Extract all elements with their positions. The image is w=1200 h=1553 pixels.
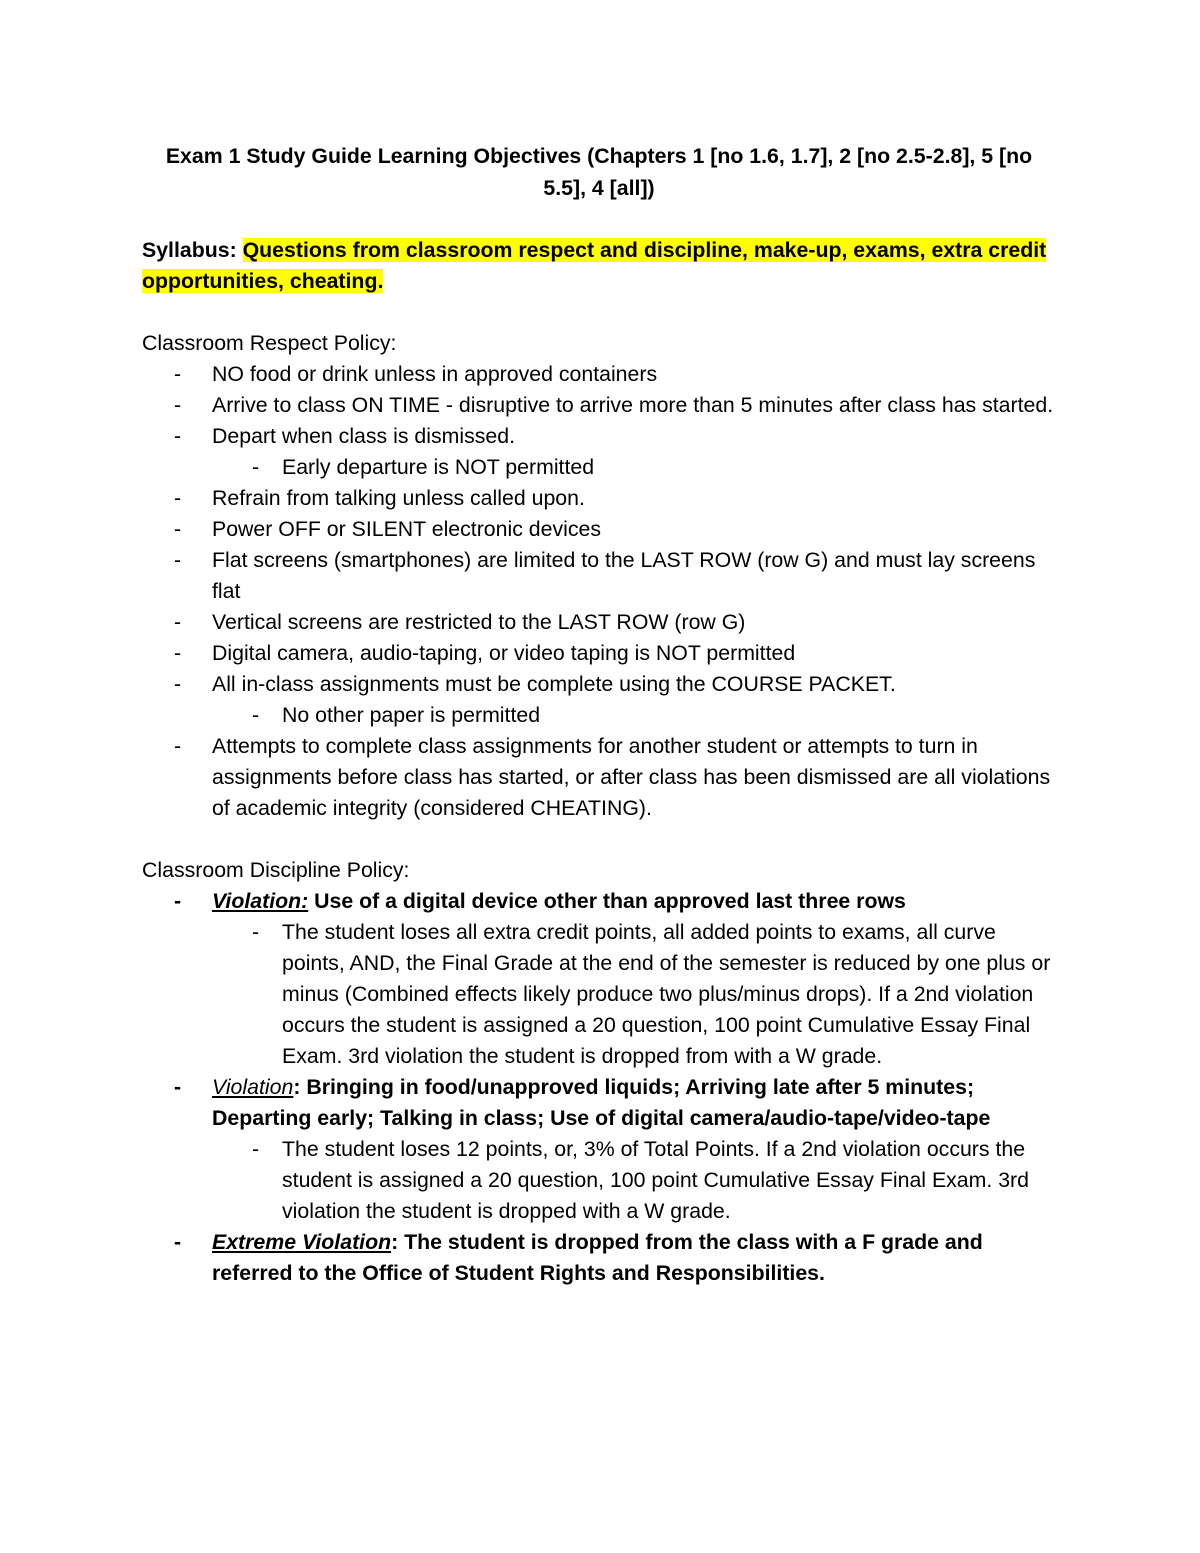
- dash-bullet: -: [174, 610, 182, 634]
- sub-list-item: - No other paper is permitted: [212, 700, 1060, 731]
- page-title: Exam 1 Study Guide Learning Objectives (Chapters 1 [no 1.6, 1.7], 2 [no 2.5-2.8], 5 [no 5.5], 4 [all]): [165, 144, 1033, 200]
- violation-item: [142, 1227, 1060, 1289]
- sub-list: [212, 452, 1060, 483]
- dash-bullet: -: [174, 672, 182, 696]
- violation-item: [142, 1072, 1060, 1227]
- syllabus-highlight: Questions from classroom respect and discipline, make-up, exams, extra credit opportunities, cheating.: [142, 238, 1047, 293]
- sub-list: [212, 700, 1060, 731]
- dash-bullet: -: [252, 1137, 260, 1161]
- violation-label: Violation:: [212, 889, 309, 913]
- list-item: - Depart when class is dismissed. - Early departure is NOT permitted: [142, 421, 1060, 483]
- dash-bullet: -: [174, 486, 182, 510]
- spacer: [142, 824, 1060, 855]
- violation-detail: - The student loses 12 points, or, 3% of Total Points. If a 2nd violation occurs the student is assigned a 20 question, 100 point Cumulative Essay Final Exam. 3rd violation the student is dropped with a W grade.: [212, 1134, 1060, 1227]
- list-item: - Power OFF or SILENT electronic devices: [142, 514, 1060, 545]
- violation-label: Extreme Violation: [212, 1230, 392, 1254]
- list-item: - Refrain from talking unless called upon.: [142, 483, 1060, 514]
- violation-text: : The student is dropped from the class with a F grade and referred to the Office of Student Rights and Responsibilities.: [212, 1230, 983, 1285]
- list-item: - Flat screens (smartphones) are limited to the LAST ROW (row G) and must lay screens flat: [142, 545, 1060, 607]
- list-item: - Attempts to complete class assignments for another student or attempts to turn in assignments before class has started, or after class has been dismissed are all violations of academic integrity (considered CHEATING).: [142, 731, 1060, 824]
- dash-bullet: -: [174, 362, 182, 386]
- list-item: - Arrive to class ON TIME - disruptive to arrive more than 5 minutes after class has started.: [142, 390, 1060, 421]
- discipline-policy-list: [142, 886, 1060, 1289]
- dash-bullet: -: [252, 455, 260, 479]
- dash-bullet: -: [174, 1075, 182, 1099]
- sub-list-item: - Early departure is NOT permitted: [212, 452, 1060, 483]
- violation-item: [142, 886, 1060, 1072]
- respect-policy-heading: Classroom Respect Policy:: [142, 331, 397, 355]
- respect-policy-list: [142, 359, 1060, 824]
- violation-detail: - The student loses all extra credit points, all added points to exams, all curve points, AND, the Final Grade at the end of the semester is reduced by one plus or minus (Combined effects likely produce two plus/minus drops). If a 2nd violation occurs the student is assigned a 20 question, 100 point Cumulative Essay Final Exam. 3rd violation the student is dropped from with a W grade.: [212, 917, 1060, 1072]
- dash-bullet: -: [174, 517, 182, 541]
- dash-bullet: -: [252, 920, 260, 944]
- dash-bullet: -: [174, 641, 182, 665]
- syllabus-label: Syllabus: [142, 238, 230, 262]
- dash-bullet: -: [174, 734, 182, 758]
- dash-bullet: -: [174, 548, 182, 572]
- dash-bullet: -: [252, 703, 260, 727]
- list-item: - NO food or drink unless in approved containers: [142, 359, 1060, 390]
- violation-label: Violation: [212, 1075, 294, 1099]
- syllabus-line: [142, 235, 1060, 297]
- list-item: - All in-class assignments must be complete using the COURSE PACKET. - No other paper is permitted: [142, 669, 1060, 731]
- dash-bullet: -: [174, 1230, 182, 1254]
- violation-text: Use of a digital device other than approved last three rows: [308, 889, 906, 913]
- sub-list: [212, 1134, 1060, 1227]
- sub-list: [212, 917, 1060, 1072]
- list-item: - Digital camera, audio-taping, or video taping is NOT permitted: [142, 638, 1060, 669]
- discipline-policy-heading: Classroom Discipline Policy:: [142, 858, 410, 882]
- syllabus-colon: :: [229, 238, 237, 262]
- dash-bullet: -: [174, 424, 182, 448]
- dash-bullet: -: [174, 393, 182, 417]
- violation-text: : Bringing in food/unapproved liquids; Arriving late after 5 minutes; Departing early; Talking in class; Use of digital camera/audio-tape/video-tape: [212, 1075, 991, 1130]
- list-item: - Vertical screens are restricted to the LAST ROW (row G): [142, 607, 1060, 638]
- dash-bullet: -: [174, 889, 182, 913]
